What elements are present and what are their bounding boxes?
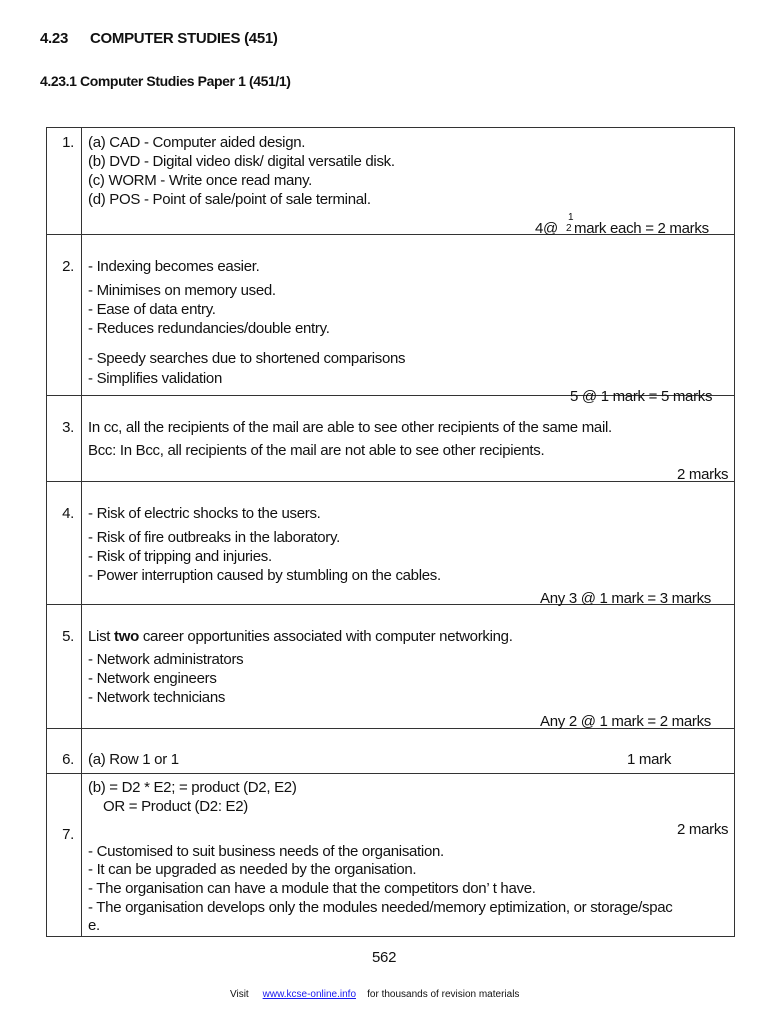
answer-line: (b) = D2 * E2; = product (D2, E2) xyxy=(88,779,297,796)
prompt-emphasis: two xyxy=(114,628,139,645)
question-number: 2. xyxy=(62,258,74,275)
subsection-title: 4.23.1 Computer Studies Paper 1 (451/1) xyxy=(40,73,291,89)
section-number: 4.23 xyxy=(40,30,68,47)
marks-allocation: 4@ xyxy=(535,220,558,237)
question-number: 6. xyxy=(62,751,74,768)
answer-line: - Simplifies validation xyxy=(88,370,222,387)
clipped-marks-row xyxy=(82,388,734,405)
prompt-text: career opportunities associated with computer networking. xyxy=(138,628,513,645)
answer-line: Bcc: In Bcc, all recipients of the mail are not able to see other recipients. xyxy=(88,442,545,459)
marks-allocation: 2 marks xyxy=(677,466,729,483)
answer-line: - The organisation develops only the modules needed/memory eptimization, or storage/spac xyxy=(88,899,673,916)
marks-allocation: Any 3 @ 1 mark = 3 marks xyxy=(540,590,711,607)
fraction-numerator: 1 xyxy=(568,212,574,223)
answer-line: - Indexing becomes easier. xyxy=(88,258,260,275)
question-number: 5. xyxy=(62,628,74,645)
answer-line: - Customised to suit business needs of the organisation. xyxy=(88,843,444,860)
footer-link[interactable]: www.kcse-online.info xyxy=(262,989,356,1000)
section-title: COMPUTER STUDIES (451) xyxy=(90,30,278,47)
answer-line: - Speedy searches due to shortened comparisons xyxy=(88,350,406,367)
footer-tail-text: for thousands of revision materials xyxy=(367,989,520,1000)
marks-allocation: Any 2 @ 1 mark = 2 marks xyxy=(540,713,711,730)
answer-line: (b) DVD - Digital video disk/ digital versatile disk. xyxy=(88,153,395,170)
footer-visit-text: Visit xyxy=(230,989,249,1000)
answer-line: (d) POS - Point of sale/point of sale terminal. xyxy=(88,191,371,208)
answer-line: - Risk of electric shocks to the users. xyxy=(88,505,321,522)
answer-line: (c) WORM - Write once read many. xyxy=(88,172,313,189)
answer-line: - Network technicians xyxy=(88,689,226,706)
answer-line: (a) CAD - Computer aided design. xyxy=(88,134,306,151)
row-divider xyxy=(46,481,735,482)
answer-line: In cc, all the recipients of the mail are able to see other recipients of the same mail. xyxy=(88,419,612,436)
footer xyxy=(230,989,519,1000)
marks-allocation: mark each = 2 marks xyxy=(574,220,709,237)
answer-line: (a) Row 1 or 1 xyxy=(88,751,179,768)
answer-line: - It can be upgraded as needed by the organisation. xyxy=(88,861,417,878)
answer-line: e. xyxy=(88,917,100,934)
answer-line: - The organisation can have a module that the competitors don’ t have. xyxy=(88,880,536,897)
marks-allocation: 2 marks xyxy=(677,821,729,838)
row-divider xyxy=(46,773,735,774)
answer-line: - Ease of data entry. xyxy=(88,301,216,318)
page-number: 562 xyxy=(372,949,397,966)
answer-line: - Risk of tripping and injuries. xyxy=(88,548,272,565)
fraction-denominator: 2 xyxy=(566,223,572,234)
question-number: 7. xyxy=(62,826,74,843)
question-number: 4. xyxy=(62,505,74,522)
answer-line: - Network engineers xyxy=(88,670,217,687)
marks-allocation-cut: 5 @ 1 mark = 5 marks xyxy=(570,388,713,405)
answer-line: - Reduces redundancies/double entry. xyxy=(88,320,330,337)
answer-line: - Network administrators xyxy=(88,651,244,668)
number-column-divider xyxy=(81,127,82,937)
answer-line: OR = Product (D2: E2) xyxy=(103,798,249,815)
answer-line: - Minimises on memory used. xyxy=(88,282,276,299)
question-prompt xyxy=(88,628,513,645)
answer-line: - Risk of fire outbreaks in the laboratory. xyxy=(88,529,340,546)
prompt-text: List xyxy=(88,628,115,645)
question-number: 1. xyxy=(62,134,74,151)
answer-line: - Power interruption caused by stumbling on the cables. xyxy=(88,567,441,584)
marks-allocation: 1 mark xyxy=(627,751,672,768)
question-number: 3. xyxy=(62,419,74,436)
